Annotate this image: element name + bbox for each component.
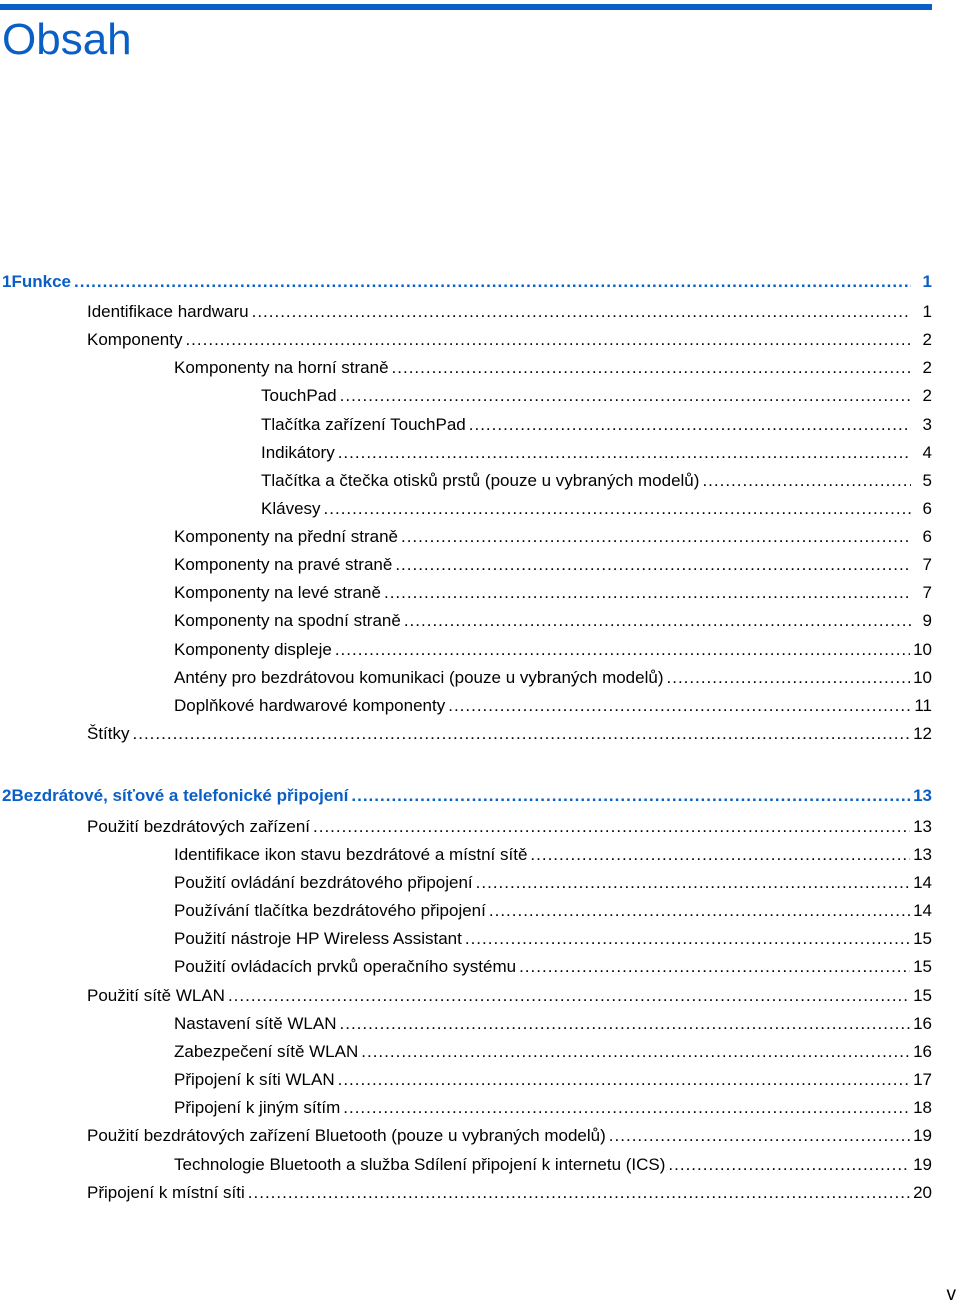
toc-entry[interactable] [87, 1125, 932, 1147]
toc-entry[interactable] [87, 1182, 932, 1204]
toc-entry[interactable] [261, 414, 932, 436]
header-rule [0, 4, 932, 10]
toc-dot-leader [228, 985, 910, 1007]
toc-page-number: 12 [913, 724, 932, 743]
toc-entry[interactable] [261, 498, 932, 520]
toc-dot-leader [392, 357, 911, 379]
toc-entry-title: Použití nástroje HP Wireless Assistant [174, 929, 462, 948]
toc-dot-leader [248, 1182, 910, 1204]
toc-dot-leader [338, 442, 911, 464]
toc-page-number: 7 [922, 555, 932, 574]
toc-page-number: 15 [913, 986, 932, 1005]
toc-entry-title: Komponenty na horní straně [174, 358, 389, 377]
toc-page-number: 5 [922, 471, 932, 490]
toc-entry[interactable] [174, 582, 932, 604]
toc-entry-title: Komponenty na přední straně [174, 527, 398, 546]
toc-dot-leader [448, 695, 911, 717]
toc-entry[interactable] [174, 695, 932, 717]
toc-entry[interactable] [174, 928, 932, 950]
toc-entry[interactable] [174, 844, 932, 866]
toc-dot-leader [489, 900, 910, 922]
toc-entry-title: Indikátory [261, 443, 335, 462]
toc-entry[interactable] [174, 667, 932, 689]
toc-entry-title: Komponenty displeje [174, 640, 332, 659]
toc-entry-title: Nastavení sítě WLAN [174, 1014, 337, 1033]
toc-entry-title: Používání tlačítka bezdrátového připojení [174, 901, 486, 920]
toc-page-number: 16 [913, 1014, 932, 1033]
toc-entry-title: Použití bezdrátových zařízení Bluetooth (pouze u vybraných modelů) [87, 1126, 606, 1145]
toc-entry-title: Použití ovládání bezdrátového připojení [174, 873, 473, 892]
toc-dot-leader [324, 498, 911, 520]
page-folio: v [946, 1284, 956, 1305]
toc-page-number: 2 [922, 330, 932, 349]
toc-dot-leader [519, 956, 910, 978]
toc-dot-leader [338, 1069, 910, 1091]
toc-page-number: 14 [913, 873, 932, 892]
toc-dot-leader [185, 329, 911, 351]
toc-entry-title: Identifikace hardwaru [87, 302, 249, 321]
toc-page-number: 15 [913, 929, 932, 948]
toc-chapter-number: 2 [2, 786, 12, 805]
toc-dot-leader [340, 385, 911, 407]
toc-entry[interactable] [174, 554, 932, 576]
toc-entry-title: Zabezpečení sítě WLAN [174, 1042, 359, 1061]
toc-page-number: 19 [913, 1126, 932, 1145]
toc-page-number: 6 [922, 527, 932, 546]
toc-entry[interactable] [87, 723, 932, 745]
toc-page-number: 11 [914, 696, 932, 715]
toc-page-number: 2 [922, 386, 932, 405]
toc-entry-title: Připojení k síti WLAN [174, 1070, 335, 1089]
toc-entry-title: Komponenty na levé straně [174, 583, 381, 602]
toc-dot-leader [351, 785, 910, 807]
toc-page-number: 10 [913, 640, 932, 659]
toc-dot-leader [313, 816, 910, 838]
toc-dot-leader [530, 844, 910, 866]
toc-page-number: 14 [913, 901, 932, 920]
toc-entry-title: Technologie Bluetooth a služba Sdílení připojení k internetu (ICS) [174, 1155, 666, 1174]
toc-page-number: 16 [913, 1042, 932, 1061]
toc-chapter[interactable] [2, 785, 932, 807]
toc-dot-leader [384, 582, 911, 604]
toc-entry[interactable] [261, 442, 932, 464]
toc-entry-title: Identifikace ikon stavu bezdrátové a místní sítě [174, 845, 528, 864]
toc-page-number: 4 [922, 443, 932, 462]
toc-page-number: 1 [922, 272, 932, 291]
toc-entry-title: Antény pro bezdrátovou komunikaci (pouze u vybraných modelů) [174, 668, 664, 687]
toc-page-number: 15 [913, 957, 932, 976]
toc-entry-title: Komponenty na pravé straně [174, 555, 393, 574]
toc-chapter[interactable] [2, 271, 932, 293]
toc-entry-title: Tlačítka a čtečka otisků prstů (pouze u vybraných modelů) [261, 471, 700, 490]
toc-page-number: 3 [922, 415, 932, 434]
toc-page-number: 6 [922, 499, 932, 518]
toc-entry[interactable] [174, 610, 932, 632]
toc-dot-leader [401, 526, 911, 548]
toc-page-number: 20 [913, 1183, 932, 1202]
toc-entry[interactable] [174, 357, 932, 379]
toc-entry-title: Připojení k místní síti [87, 1183, 245, 1202]
toc-page-number: 10 [913, 668, 932, 687]
toc-entry[interactable] [174, 639, 932, 661]
toc-dot-leader [609, 1125, 910, 1147]
toc-page-number: 13 [913, 786, 932, 805]
toc-dot-leader [476, 872, 910, 894]
toc-entry[interactable] [261, 470, 932, 492]
toc-entry[interactable] [174, 1041, 932, 1063]
toc-entry-title: Komponenty [87, 330, 183, 349]
toc-entry-title: Použití ovládacích prvků operačního systému [174, 957, 517, 976]
toc-entry-title: Připojení k jiným sítím [174, 1098, 341, 1117]
toc-dot-leader [469, 414, 911, 436]
toc-dot-leader [404, 610, 911, 632]
toc-entry-title: Bezdrátové, síťové a telefonické připojení [11, 786, 349, 805]
toc-chapter-number: 1 [2, 272, 12, 291]
page-title: Obsah [2, 15, 132, 64]
toc-page-number: 1 [922, 302, 932, 321]
toc-entry[interactable] [174, 872, 932, 894]
toc-dot-leader [668, 1154, 910, 1176]
toc-dot-leader [340, 1013, 911, 1035]
toc-dot-leader [702, 470, 911, 492]
toc-entry[interactable] [174, 1097, 932, 1119]
toc-page-number: 13 [913, 817, 932, 836]
toc-page-number: 9 [922, 611, 932, 630]
toc-entry-title: Použití sítě WLAN [87, 986, 225, 1005]
toc-page-number: 17 [913, 1070, 932, 1089]
toc-entry-title: Funkce [11, 272, 71, 291]
toc-entry[interactable] [174, 1154, 932, 1176]
toc-page-number: 18 [913, 1098, 932, 1117]
toc-dot-leader [465, 928, 910, 950]
toc-entry-title: Štítky [87, 724, 130, 743]
toc-entry-title: Tlačítka zařízení TouchPad [261, 415, 466, 434]
toc-entry[interactable] [87, 816, 932, 838]
toc-dot-leader [133, 723, 911, 745]
toc-dot-leader [667, 667, 911, 689]
toc-entry-title: TouchPad [261, 386, 337, 405]
toc-dot-leader [74, 271, 911, 293]
toc-entry[interactable] [174, 526, 932, 548]
toc-page-number: 13 [913, 845, 932, 864]
toc-entry[interactable] [261, 385, 932, 407]
toc-dot-leader [361, 1041, 910, 1063]
toc-page-number: 2 [922, 358, 932, 377]
toc-dot-leader [335, 639, 910, 661]
toc-page-number: 7 [922, 583, 932, 602]
toc-entry[interactable] [174, 900, 932, 922]
toc-entry[interactable] [87, 301, 932, 323]
toc-entry-title: Použití bezdrátových zařízení [87, 817, 311, 836]
toc-dot-leader [252, 301, 911, 323]
toc-page-number: 19 [913, 1155, 932, 1174]
toc-entry-title: Komponenty na spodní straně [174, 611, 401, 630]
toc-dot-leader [395, 554, 911, 576]
toc-entry[interactable] [174, 956, 932, 978]
toc-dot-leader [343, 1097, 910, 1119]
toc-entry[interactable] [87, 329, 932, 351]
toc-entry[interactable] [87, 985, 932, 1007]
toc-entry-title: Klávesy [261, 499, 321, 518]
toc-entry[interactable] [174, 1013, 932, 1035]
toc-entry-title: Doplňkové hardwarové komponenty [174, 696, 446, 715]
toc-entry[interactable] [174, 1069, 932, 1091]
